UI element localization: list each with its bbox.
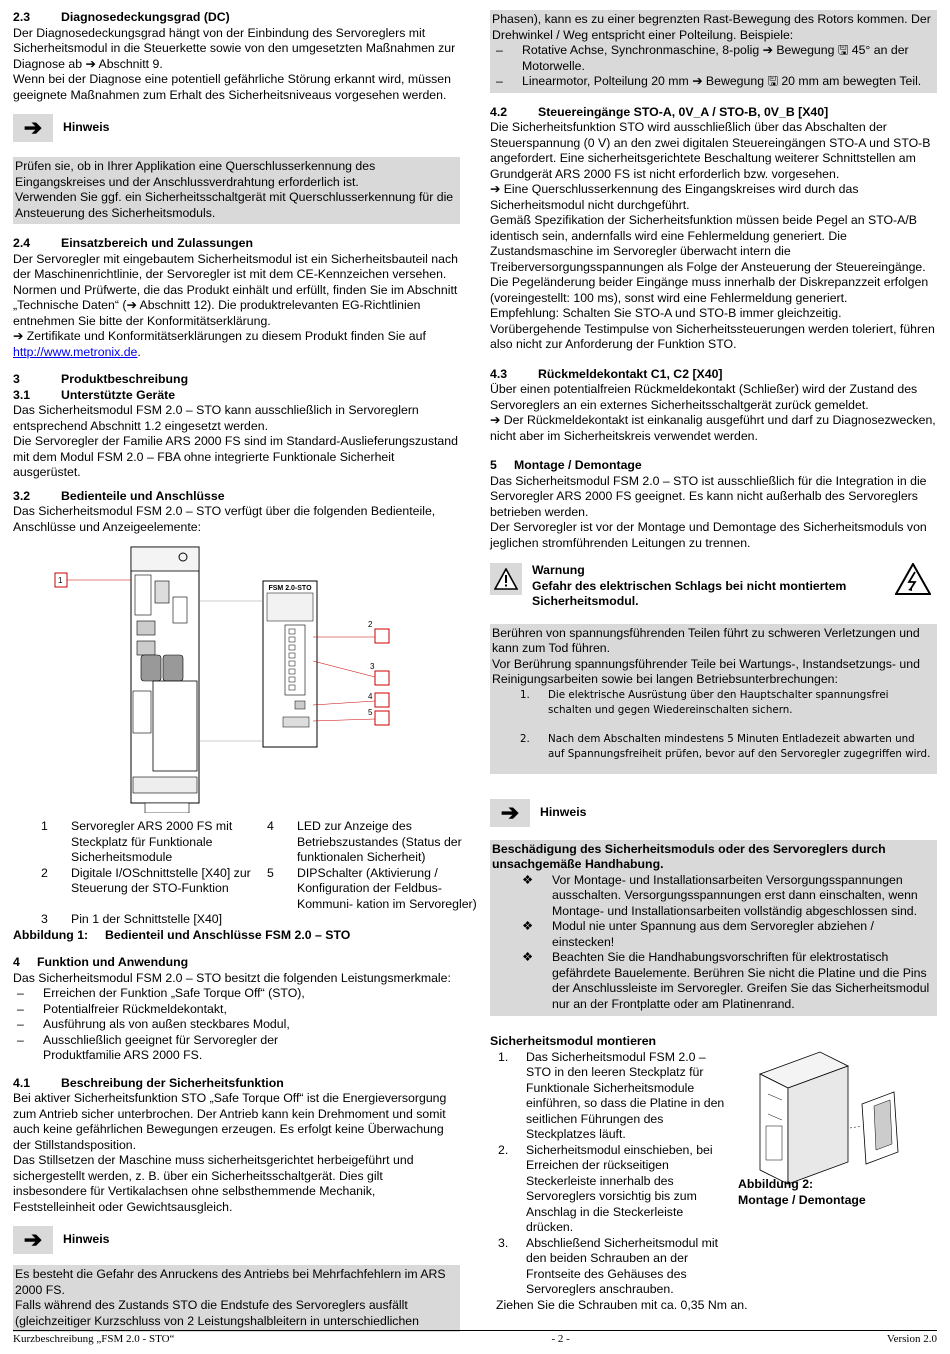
callout-5: 5 xyxy=(368,708,373,717)
hinweis-label: Hinweis xyxy=(540,804,587,819)
paragraph: Das Sicherheitsmodul FSM 2.0 – STO besitzt die folgenden Leistungsmerkmale: xyxy=(13,970,451,985)
paragraph: ➔ Zertifikate und Konformitätserklärungen zu diesem Produkt finden Sie auf http://www.metronix.de. xyxy=(13,329,426,359)
heading-2-4: 2.4 Einsatzbereich und Zulassungen xyxy=(13,236,254,250)
heading-4: 4 Funktion und Anwendung xyxy=(13,955,189,969)
note-box-continued xyxy=(490,10,937,93)
arrow-icon: ➔ xyxy=(13,114,53,142)
list-item: – Rotative Achse, Synchronmaschine, 8-polig ➔ Bewegung 🖫 45° an der Motorwelle. xyxy=(496,43,909,73)
page-number: - 2 - xyxy=(551,1333,570,1345)
list-item: 1. Das Sicherheitsmodul FSM 2.0 – STO in den leeren Steckplatz für Funktionale Sicherheitsmodule einführen, so dass die Platine in den seitlichen Führungen des Steckplatzes läuft. xyxy=(498,1049,725,1141)
torque-note: Ziehen Sie die Schrauben mit ca. 0,35 Nm an. xyxy=(496,1297,748,1312)
list-item: 2. Nach dem Abschalten mindestens 5 Minuten Entladezeit abwarten und auf Spannungsfreiheit prüfen, bevor auf den Servoregler zugegriffen wird. xyxy=(520,732,931,760)
paragraph: Vor Berührung spannungsführender Teile bei Wartungs-, Instandsetzungs- und Reinigungsarbeiten sowie bei langen Betriebsunterbrechungen: xyxy=(492,656,920,686)
heading-4-3: 4.3 Rückmeldekontakt C1, C2 [X40] xyxy=(490,366,723,381)
hinweis-note xyxy=(13,113,460,143)
footer-doc-title: Kurzbeschreibung „FSM 2.0 - STO“ xyxy=(13,1333,175,1345)
page-footer xyxy=(13,1330,937,1348)
module-label: FSM 2.0-STO xyxy=(268,585,312,592)
arrow-icon: ➔ xyxy=(13,1226,53,1254)
feature-list xyxy=(13,986,460,1064)
paragraph: ➔ Eine Querschlusserkennung des Eingangskreises wird durch das Sicherheitsmodul nicht durchgeführt. xyxy=(490,182,859,212)
paragraph: Das Sicherheitsmodul FSM 2.0 – STO ist ausschließlich für die Integration in die Servoregler ARS 2000 FS geeignet. Es kann nicht außerhalb des Servoreglers betrieben werden. xyxy=(490,473,927,519)
hinweis-label: Hinweis xyxy=(63,120,110,135)
arrow-icon: ➔ xyxy=(490,799,530,827)
list-item: ❖ Beachten Sie die Handhabungsvorschriften für elektrostatisch gefährdete Bauelemente. Berühren Sie nicht die Platine und die Pins der Anschlussleiste im Servoregler. Greifen Sie das Sicherheitsmodul nur an der Frontplatte oder am Platinenrand. xyxy=(522,950,930,1011)
right-column xyxy=(490,12,937,1313)
danger-box xyxy=(490,624,937,774)
heading-3-2: 3.2 Bedienteile und Anschlüsse xyxy=(13,488,225,503)
legend-text: Servoregler ARS 2000 FS mit Steckplatz für Funktionale Sicherheitsmodule xyxy=(71,819,233,864)
paragraph: Empfehlung: Schalten Sie STO-A und STO-B immer gleichzeitig. xyxy=(490,306,842,320)
paragraph: Berühren von spannungsführenden Teilen führt zu schweren Verletzungen und kann zum Tod führen. xyxy=(492,625,920,655)
callout-3: 3 xyxy=(370,662,375,671)
figure-legend xyxy=(13,819,477,928)
callout-2: 2 xyxy=(368,620,373,629)
callout-1: 1 xyxy=(58,576,63,585)
paragraph: Verwenden Sie ggf. ein Sicherheitsschaltgerät mit Querschlusserkennung für die Ansteuerung des Sicherheitsmoduls. xyxy=(15,190,454,220)
list-item: 3. Abschließend Sicherheitsmodul mit den beiden Schrauben an der Frontseite des Gehäuses des Servoreglers anschrauben. xyxy=(498,1235,719,1296)
paragraph: Prüfen sie, ob in Ihrer Applikation eine Querschlusserkennung des Eingangskreises und der Anschlussverdrahtung erforderlich ist. xyxy=(15,159,376,189)
heading-4-1: 4.1 Beschreibung der Sicherheitsfunktion xyxy=(13,1075,284,1090)
list-item: – Ausführung als von außen steckbares Modul, xyxy=(17,1017,290,1031)
paragraph: Der Servoregler ist vor der Montage und Demontage des Sicherheitsmoduls von jeglichen stromführenden Leitungen zu trennen. xyxy=(490,520,927,550)
warning-block xyxy=(490,563,937,610)
paragraph: Gemäß Spezifikation der Sicherheitsfunktion müssen beide Pegel an STO-A/B identisch sein, andernfalls wird eine Fehlermeldung generiert. Die Zustandsmaschine im Servoregler überwacht intern die Treiberversorgungsspannungen als Folge der Ansteuerung der Steuereingänge. Die Pegeländerung beider Eingänge muss innerhalb der Diskrepanzzeit erfolgen (voreingestellt: 100 ms), sonst wird eine Fehlermeldung generiert. xyxy=(490,213,929,305)
callout-4: 4 xyxy=(368,692,373,701)
list-item: – Erreichen der Funktion „Safe Torque Off“ (STO), xyxy=(17,986,305,1000)
legend-text: Digitale I/OSchnittstelle [X40] zur Steuerung der STO-Funktion xyxy=(71,865,251,895)
mounting-illustration xyxy=(740,1044,920,1194)
high-voltage-icon xyxy=(895,563,931,600)
heading-3: 3 Produktbeschreibung xyxy=(13,372,189,386)
note-box xyxy=(13,157,460,224)
list-item: 2. Sicherheitsmodul einschieben, bei Erreichen der rückseitigen Steckerleiste innerhalb des Servoreglers vorsichtig bis zum Anschlag in die Steckerleiste drücken. xyxy=(498,1142,713,1234)
paragraph: Falls während des Zustands STO die Endstufe des Servoreglers ausfällt (gleichzeitiger Kurzschluss von 2 Leistungshalbleitern in unterschiedlichen xyxy=(15,1298,419,1328)
warning-triangle-icon xyxy=(490,563,522,595)
legend-text: DIPSchalter (Aktivierung / Konfiguration der Feldbus-Kommuni- kation im Servoregler) xyxy=(297,865,477,911)
mounting-steps xyxy=(490,1050,726,1298)
paragraph: Wenn bei der Diagnose eine potentiell gefährliche Störung erkannt wird, müssen geeignete Maßnahmen zum Erhalt des Sicherheitsniveaus vorgesehen werden. xyxy=(13,72,451,102)
paragraph: Das Stillsetzen der Maschine muss sicherheitsgerichtet herbeigeführt und sichergestellt werden, z. B. über ein Sicherheitsschaltgerät. Dies gilt insbesondere für Vertikalachsen ohne selbsthemmende Mechanik, Feststelleinheit oder Gewichtsausgleich. xyxy=(13,1153,414,1214)
heading-5: 5 Montage / Demontage xyxy=(490,458,642,472)
figure-2-caption: Abbildung 2: Montage / Demontage xyxy=(738,1177,866,1207)
legend-number: 4 xyxy=(267,819,274,833)
footer-version: Version 2.0 xyxy=(886,1333,937,1345)
paragraph: Es besteht die Gefahr des Anruckens des Antriebs bei Mehrfachfehlern im ARS 2000 FS. xyxy=(15,1267,446,1297)
list-item: – Ausschließlich geeignet für Servoregler der Produktfamilie ARS 2000 FS. xyxy=(17,1032,279,1062)
paragraph: Phasen), kann es zu einer begrenzten Rast-Bewegung des Rotors kommen. Der Drehwinkel / Weg entspricht einer Polteilung. Beispiele: xyxy=(492,12,931,42)
hinweis-note xyxy=(490,798,937,828)
paragraph: Beschädigung des Sicherheitsmoduls oder des Servoreglers durch unsachgemäße Handhabung. xyxy=(492,841,886,871)
left-column xyxy=(13,10,477,1332)
list-item: – Linearmotor, Polteilung 20 mm ➔ Bewegung 🖫 20 mm am bewegten Teil. xyxy=(496,74,922,88)
paragraph: Über einen potentialfreien Rückmeldekontakt (Schließer) wird der Zustand des Servoreglers an ein externes Sicherheitsschaltgerät zurück gemeldet. xyxy=(490,382,918,412)
hinweis-label: Hinweis xyxy=(63,1232,110,1247)
hinweis-note xyxy=(13,1225,460,1255)
paragraph: Normen und Prüfwerte, die das Produkt einhält und erfüllt, finden Sie im Abschnitt „Technische Daten“ (➔ Abschnitt 12). Die produktrelevanten EG-Richtlinien entnehmen Sie bitte der Konformitätserklärung. xyxy=(13,282,458,328)
warning-text: Gefahr des elektrischen Schlags bei nicht montiertem Sicherheitsmodul. xyxy=(532,578,847,608)
note-box xyxy=(13,1265,460,1332)
mounting-section xyxy=(490,1034,937,1313)
list-item: – Potentialfreier Rückmeldekontakt, xyxy=(17,1001,227,1016)
paragraph: ➔ Der Rückmeldekontakt ist einkanalig ausgeführt und darf zu Diagnosezwecken, nicht aber im Sicherheitskreis verwendet werden. xyxy=(490,413,936,443)
paragraph: Die Servoregler der Familie ARS 2000 FS sind im Standard-Auslieferungszustand mit dem Modul FSM 2.0 – FBA ohne integrierte Funktionale Sicherheit ausgerüstet. xyxy=(13,434,458,479)
note-box xyxy=(490,840,937,1017)
legend-text: LED zur Anzeige des Betriebszustandes (Status der funktionalen Sicherheit) xyxy=(297,819,462,864)
paragraph: Bei aktiver Sicherheitsfunktion STO „Safe Torque Off“ ist die Energieversorgung zum Antrieb sicher unterbrochen. Der Antrieb kann kein Drehmoment und somit auch keine gefährlichen Bewegungen erzeugen. Es erfolgt keine Überwachung der Stillstandsposition. xyxy=(13,1091,447,1152)
legend-number: 3 xyxy=(41,912,48,926)
paragraph: Das Sicherheitsmodul FSM 2.0 – STO verfügt über die folgenden Bedienteile, Anschlüsse und Anzeigeelemente: xyxy=(13,504,436,534)
list-item: 1. Die elektrische Ausrüstung über den Hauptschalter spannungsfrei schalten und gegen Wiedereinschalten sichern. xyxy=(520,688,889,716)
heading-4-2: 4.2 Steuereingänge STO-A, 0V_A / STO-B, 0V_B [X40] xyxy=(490,104,829,119)
paragraph: Die Sicherheitsfunktion STO wird ausschließlich über das Abschalten der Steuerspannung (0 V) an den zwei digitalen Steuereingängen STO-A und STO-B angefordert. Eine sicherheitsgerichtete Beschaltung weiterer Schnittstellen am Grundgerät ARS 2000 FS ist nicht erforderlich bzw. vorgesehen. xyxy=(490,120,931,181)
paragraph: Der Diagnosedeckungsgrad hängt von der Einbindung des Servoreglers mit Sicherheitsmodul in die Steuerkette sowie von den umgesetzten Maßnahmen zur Diagnose ab ➔ Abschnitt 9. xyxy=(13,25,456,71)
paragraph: Vorübergehende Testimpulse von Sicherheitssteuerungen werden toleriert, führen also nicht zur Anforderung der Funktion STO. xyxy=(490,321,935,351)
figure-1-caption: Abbildung 1: Bedienteil und Anschlüsse FSM 2.0 – STO xyxy=(13,927,351,942)
paragraph: Das Sicherheitsmodul FSM 2.0 – STO kann ausschließlich in Servoreglern entsprechend Abschnitt 1.2 eingesetzt werden. xyxy=(13,403,419,433)
servo-controller-drawing xyxy=(13,541,460,813)
figure-1-device xyxy=(13,541,460,813)
list-item: ❖ Modul nie unter Spannung aus dem Servoregler abziehen / einstecken! xyxy=(522,919,874,949)
metronix-link[interactable]: http://www.metronix.de xyxy=(13,344,138,359)
legend-text: Pin 1 der Schnittstelle [X40] xyxy=(71,912,223,926)
legend-number: 5 xyxy=(267,865,274,880)
mounting-title: Sicherheitsmodul montieren xyxy=(490,1034,657,1048)
paragraph: Der Servoregler mit eingebautem Sicherheitsmodul ist ein Sicherheitsbauteil nach der Maschinenrichtlinie, der Servoregler ist mit dem CE-Kennzeichen versehen. xyxy=(13,251,458,281)
heading-2-3: 2.3 Diagnosedeckungsgrad (DC) xyxy=(13,10,230,24)
legend-number: 2 xyxy=(41,865,48,880)
list-item: ❖ Vor Montage- und Installationsarbeiten Versorgungsspannungen ausschalten. Versorgungsspannungen erst dann einschalten, wenn Montage- und Installationsarbeiten vollständig abgeschlossen sind. xyxy=(522,872,918,918)
legend-number: 1 xyxy=(41,819,48,833)
warning-title: Warnung xyxy=(532,563,585,577)
heading-3-1: 3.1 Unterstützte Geräte xyxy=(13,387,176,402)
